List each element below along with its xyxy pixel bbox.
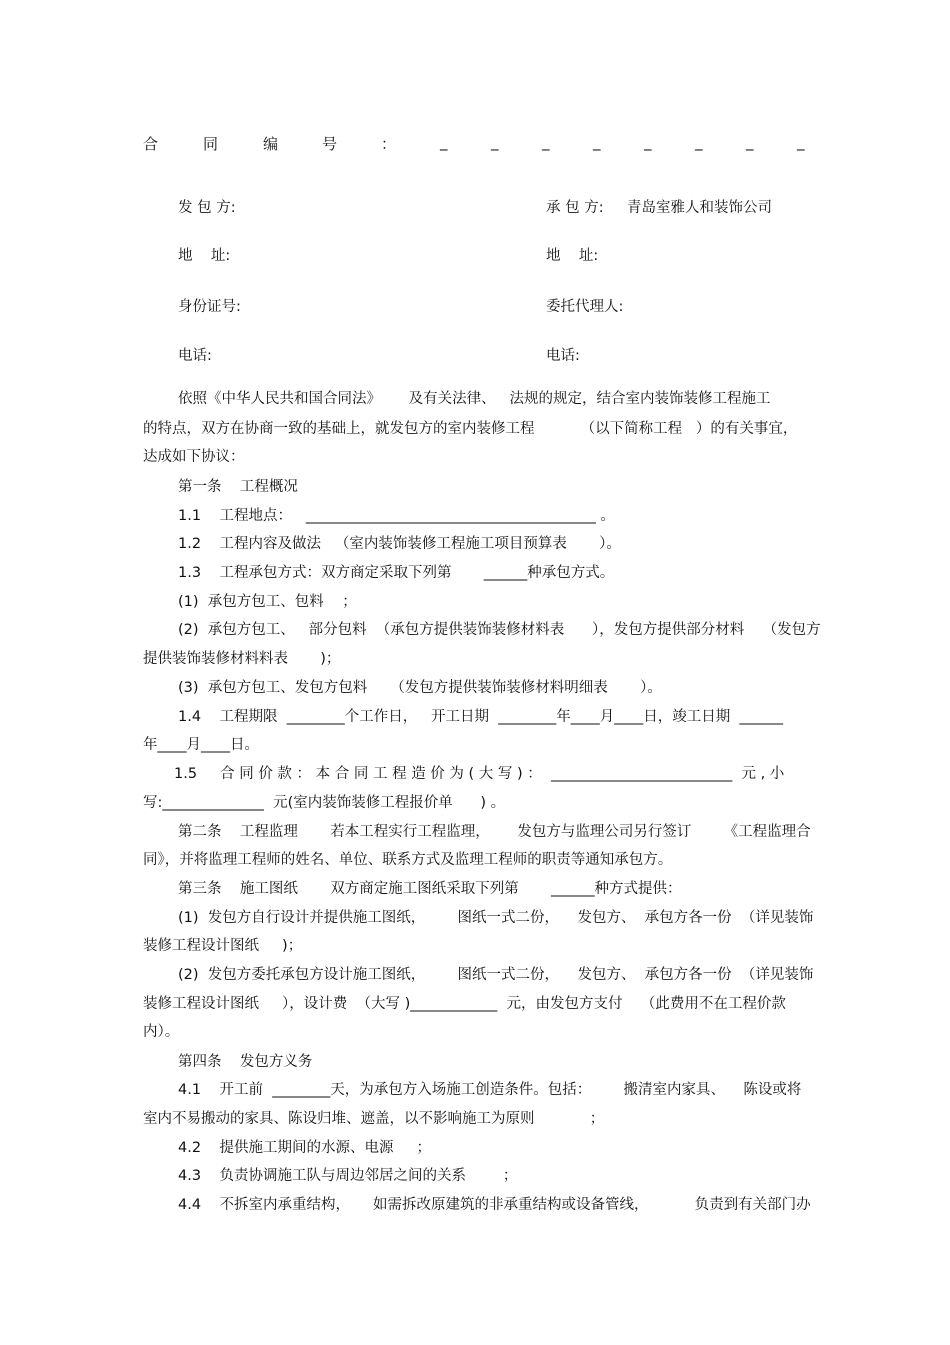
id-number-label: 身份证号: — [178, 299, 241, 315]
clause-4-3: 4.3 负责协调施工队与周边邻居之间的关系 ； — [178, 1168, 518, 1184]
option-2-line-2: 提供装饰装修材料料表 )； — [143, 651, 341, 667]
contract-no-blank: _ — [542, 133, 550, 151]
clause-1-1: 1.1 工程地点： ________________________________________ 。 — [178, 508, 615, 524]
clause-4-1-line-2: 室内不易搬动的家具、陈设归堆、遮盖，以不影响施工为原则 ； — [143, 1111, 605, 1127]
intro-line-1: 依照《中华人民共和国合同法》 及有关法律、 法规的规定，结合室内装饰装修工程施工 — [178, 391, 771, 407]
title-char-2: 同 — [203, 135, 219, 153]
contract-no-blank: _ — [695, 133, 703, 151]
contract-no-blank: _ — [491, 133, 499, 151]
contract-no-blank: _ — [644, 133, 652, 151]
title-char-4: 号 — [322, 135, 338, 153]
drawing-option-1-line-2: 装修工程设计图纸 )； — [143, 938, 303, 954]
clause-1-4-line-1: 1.4 工程期限 ________个工作日， 开工日期 ________年____月____日，竣工日期 ______ — [178, 709, 783, 725]
drawing-option-2-line-3: 内）。 — [143, 1024, 180, 1040]
drawing-option-1-line-1: (1) 发包方自行设计并提供施工图纸， 图纸一式二份， 发包方、 承包方各一份 （详见装饰 — [178, 910, 814, 926]
contract-no-blank: _ — [593, 133, 601, 151]
clause-4-2: 4.2 提供施工期间的水源、电源 ； — [178, 1140, 432, 1156]
option-3: (3) 承包方包工、发包方包料 （发包方提供装饰装修材料明细表 ）。 — [178, 680, 662, 696]
drawing-option-2-line-1: (2) 发包方委托承包方设计施工图纸， 图纸一式二份， 发包方、 承包方各一份 （详见装饰 — [178, 967, 814, 983]
article-3-heading: 第三条 施工图纸 双方商定施工图纸采取下列第 ______种方式提供： — [178, 881, 682, 897]
intro-line-2: 的特点，双方在协商一致的基础上，就发包方的室内装修工程 （以下简称工程 ）的有关事宜， — [143, 421, 798, 437]
article-2-line-2: 同》，并将监理工程师的姓名、单位、联系方式及监理工程师的职责等通知承包方。 — [143, 852, 673, 868]
article-1-heading: 第一条 工程概况 — [178, 479, 298, 495]
title-char-colon: ： — [381, 135, 397, 153]
employer-label: 发 包 方: — [178, 200, 236, 216]
contractor-label: 承 包 方: — [546, 200, 604, 216]
clause-1-4-line-2: 年____月____日。 — [143, 737, 259, 753]
clause-1-3: 1.3 工程承包方式：双方商定采取下列第 ______种承包方式。 — [178, 565, 615, 581]
title-char-3: 编 — [263, 135, 279, 153]
contractor-name: 青岛室雅人和装饰公司 — [627, 200, 772, 216]
article-2-line-1: 第二条 工程监理 若本工程实行工程监理， 发包方与监理公司另行签订 《工程监理合 — [178, 824, 811, 840]
employer-address-label: 地 址: — [178, 248, 231, 264]
option-2-line-1: (2) 承包方包工、 部分包料 （承包方提供装饰装修材料表 ），发包方提供部分材料 （发包方 — [178, 622, 821, 638]
option-1: (1) 承包方包工、包料 ； — [178, 594, 357, 610]
intro-line-3: 达成如下协议： — [143, 449, 245, 465]
contract-no-blank: _ — [797, 133, 805, 151]
contractor-phone-label: 电话: — [546, 348, 580, 364]
contractor-address-label: 地 址: — [546, 248, 599, 264]
agent-label: 委托代理人: — [546, 299, 624, 315]
article-4-heading: 第四条 发包方义务 — [178, 1054, 313, 1070]
clause-1-2: 1.2 工程内容及做法 （室内装饰装修工程施工项目预算表 ）。 — [178, 536, 621, 552]
title-char-1: 合 — [143, 135, 159, 153]
clause-1-5-line-1: 1.5 合 同 价 款 ： 本 合 同 工 程 造 价 为 ( 大 写 ) ： _________________________ 元 , 小 — [174, 766, 785, 782]
contract-no-blank: _ — [746, 133, 754, 151]
clause-4-1-line-1: 4.1 开工前 ________天，为承包方入场施工创造条件。包括： 搬清室内家具、 陈设或将 — [178, 1082, 802, 1098]
contract-no-blank: _ — [440, 133, 448, 151]
drawing-option-2-line-2: 装修工程设计图纸 ），设计费 （大写 )____________ 元，由发包方支付 （此费用不在工程价款 — [143, 996, 786, 1012]
clause-1-5-line-2: 写:______________ 元(室内装饰装修工程报价单 ) 。 — [143, 795, 506, 811]
clause-4-4: 4.4 不拆室内承重结构， 如需拆改原建筑的非承重结构或设备管线， 负责到有关部门办 — [178, 1197, 811, 1213]
employer-phone-label: 电话: — [178, 348, 212, 364]
